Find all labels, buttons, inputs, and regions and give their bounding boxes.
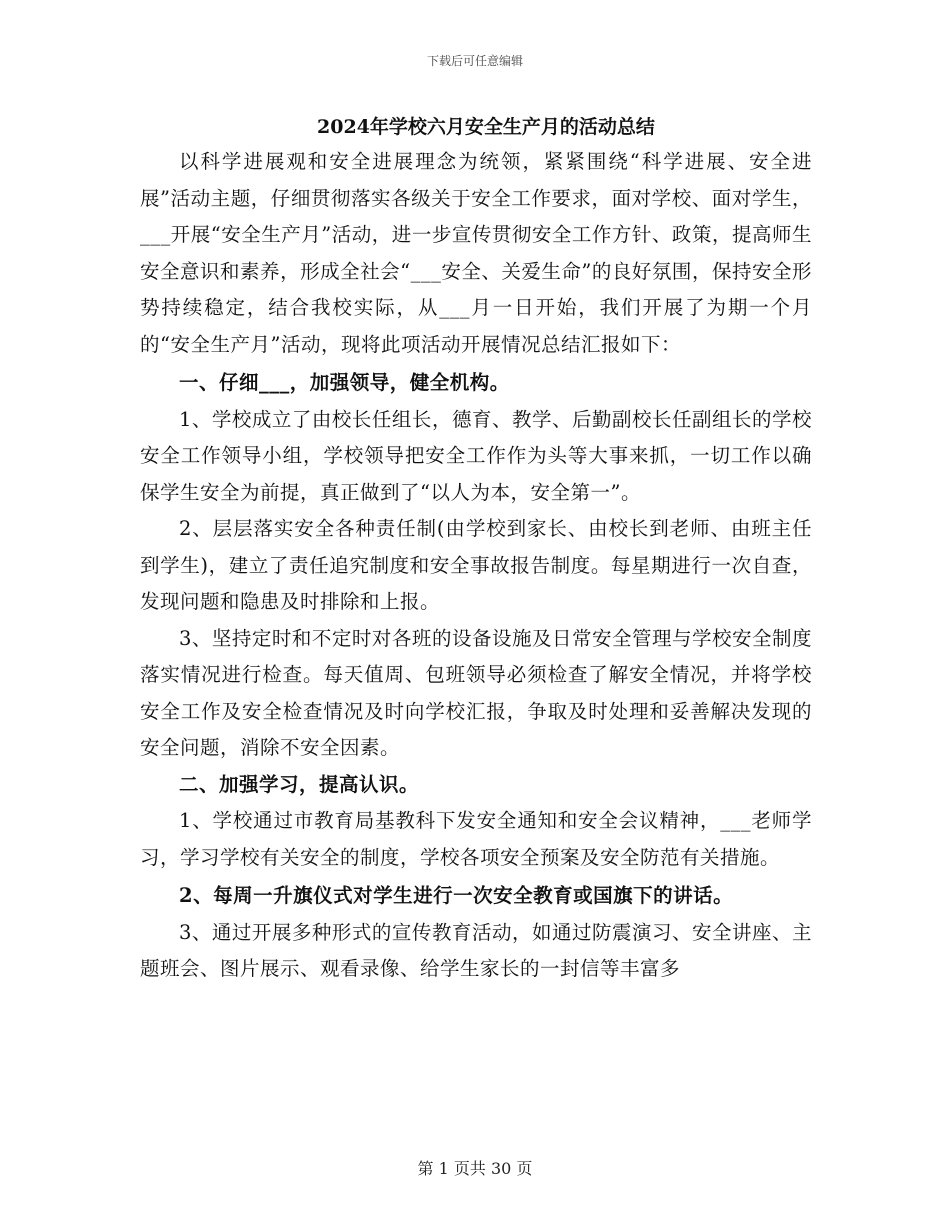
section-heading-1: 一、仔细___，加强领导，健全机构。: [179, 371, 510, 394]
document-title: 2024年学校六月安全生产月的活动总结: [317, 116, 655, 138]
paragraph-bold: 2、每周一升旗仪式对学生进行一次安全教育或国旗下的讲话。: [179, 884, 734, 907]
paragraph: 2、层层落实安全各种责任制(由学校到家长、由校长到老师、由班主任到学生)，建立了责任追究制度和安全事故报告制度。每星期进行一次自查，发现问题和隐患及时排除和上报。: [140, 517, 812, 613]
paragraph: 3、通过开展多种形式的宣传教育活动，如通过防震演习、安全讲座、主题班会、图片展示、观看录像、给学生家长的一封信等丰富多: [140, 920, 812, 980]
section-heading-2: 二、加强学习，提高认识。: [179, 772, 420, 796]
paragraph: 1、学校成立了由校长任组长，德育、教学、后勤副校长任副组长的学校安全工作领导小组，学校领导把安全工作作为头等大事来抓，一切工作以确保学生安全为前提，真正做到了“以人为本，安全第一”。: [140, 407, 812, 504]
document-body: [140, 110, 812, 988]
page-header: 下载后可任意编辑: [426, 54, 523, 68]
paragraph: 3、坚持定时和不定时对各班的设备设施及日常安全管理与学校安全制度落实情况进行检查。每天值周、包班领导必须检查了解安全情况，并将学校安全工作及安全检查情况及时向学校汇报，争取及时处理和妥善解决发现的安全问题，消除不安全因素。: [140, 626, 812, 759]
paragraph: 1、学校通过市教育局基教科下发安全通知和安全会议精神，___老师学习，学习学校有关安全的制度，学校各项安全预案及安全防范有关措施。: [140, 809, 812, 869]
intro-paragraph: 以科学进展观和安全进展理念为统领，紧紧围绕“科学进展、安全进展”活动主题，仔细贯彻落实各级关于安全工作要求，面对学校、面对学生，___开展“安全生产月”活动，进一步宣传贯彻安全工作方针、政策，提高师生安全意识和素养，形成全社会“___安全、关爱生命”的良好氛围，保持安全形势持续稳定，结合我校实际，从___月一日开始，我们开展了为期一个月的“安全生产月”活动，现将此项活动开展情况总结汇报如下：: [140, 150, 812, 356]
page-number: 第 1 页共 30 页: [417, 1159, 533, 1178]
